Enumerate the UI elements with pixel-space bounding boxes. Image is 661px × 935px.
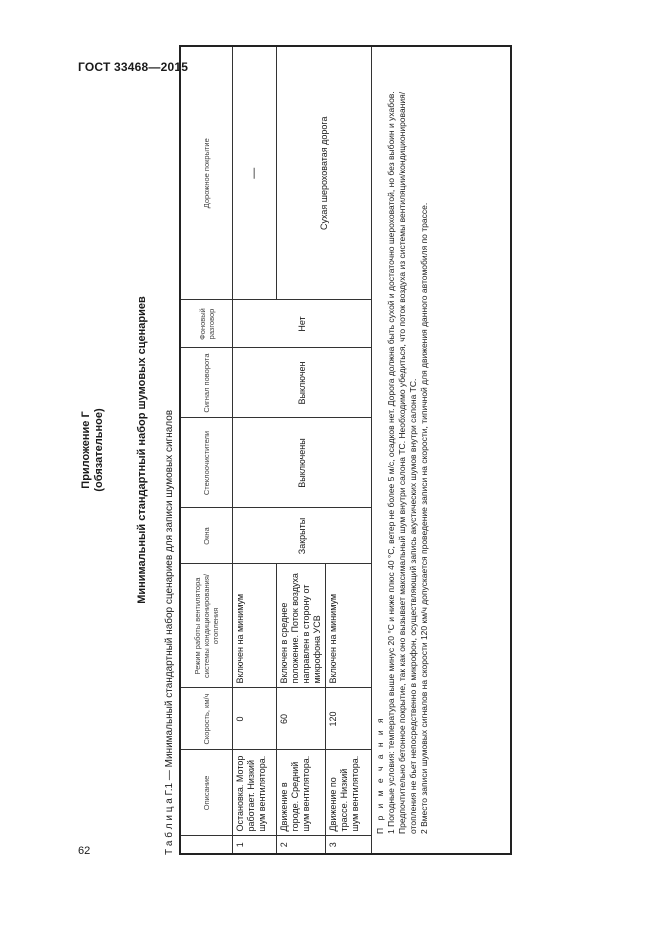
row-speed: 120 (326, 688, 372, 750)
table-caption: Т а б л и ц а Г.1 — Минимальный стандартный набор сценариев для записи шумовых сигналов (164, 409, 175, 855)
col-header-road-surface: Дорожное покрытие (180, 46, 233, 300)
road-surface-cell-2-3: Сухая шероховатая дорога (277, 46, 372, 300)
appendix-heading (80, 45, 106, 855)
row-description: Движение по трассе. Низкий шум вентилятора. (326, 750, 372, 836)
section-title: Минимальный стандартный набор шумовых сценариев (136, 296, 148, 604)
col-header-speed: Скорость, км/ч (180, 688, 233, 750)
row-speed: 0 (233, 688, 277, 750)
row-description: Остановка. Мотор работает. Низкий шум вентилятора. (233, 750, 277, 836)
row-fan-mode: Включен в среднее положение. Поток воздуха направлен в сторону от микрофона УСВ (277, 564, 326, 688)
notes-heading: П р и м е ч а н и я (375, 715, 385, 834)
standard-header: ГОСТ 33468—2015 (78, 60, 189, 74)
windows-cell: Закрыты (233, 508, 372, 564)
row-fan-mode: Включен на минимум (233, 564, 277, 688)
table-header-row (180, 46, 233, 854)
note-1: 1 Погодные условия: температура выше минус 20 °С и ниже плюс 40 °С, ветер не более 5 м/с, осадков нет. Дорога должна быть сухой и достаточно шероховатой, но без выбоин и ухабов. Предпочтительно бетонное покрытие, так как оно вызывает максимальный шум внутри салона ТС. Необходимо убедиться, что поток воздуха из системы вентиляции/кондиционирования/отопления не бьет непосредственно в микрофон, осуществляющий запись акустических шумов внутри салона ТС. (386, 91, 418, 834)
note-2: 2 Вместо записи шумовых сигналов на скорости 120 км/ч допускается проведение записи на скорости, типичной для движения данного автомобиля по трассе. (419, 202, 429, 834)
turn-signal-cell: Выключен (233, 348, 372, 418)
col-header-windows: Окна (180, 508, 233, 564)
rotated-content (73, 45, 553, 855)
background-talk-cell: Нет (233, 300, 372, 348)
notes-row (372, 46, 512, 854)
col-header-background-talk: Фоновый разговор (180, 300, 233, 348)
row-speed: 60 (277, 688, 326, 750)
row-number: 1 (233, 836, 277, 854)
notes-cell (372, 46, 512, 854)
appendix-subtitle: (обязательное) (93, 408, 105, 492)
row-description: Движение в городе. Средний шум вентилятора. (277, 750, 326, 836)
col-header-turn-signal: Сигнал поворота (180, 348, 233, 418)
scenarios-table (179, 45, 512, 855)
col-header-fan-mode: Режим работы вентилятора системы кондиционирования/отопления (180, 564, 233, 688)
road-surface-cell-1: — (233, 46, 277, 300)
row-number: 3 (326, 836, 372, 854)
col-header-wipers: Стеклоочистители (180, 418, 233, 508)
row-fan-mode: Включен на минимум (326, 564, 372, 688)
appendix-title: Приложение Г (80, 411, 92, 489)
wipers-cell: Выключены (233, 418, 372, 508)
col-header-description: Описание (180, 750, 233, 836)
row-number: 2 (277, 836, 326, 854)
col-header-num (180, 836, 233, 854)
table-row (233, 46, 277, 854)
page-number: 62 (78, 845, 91, 857)
